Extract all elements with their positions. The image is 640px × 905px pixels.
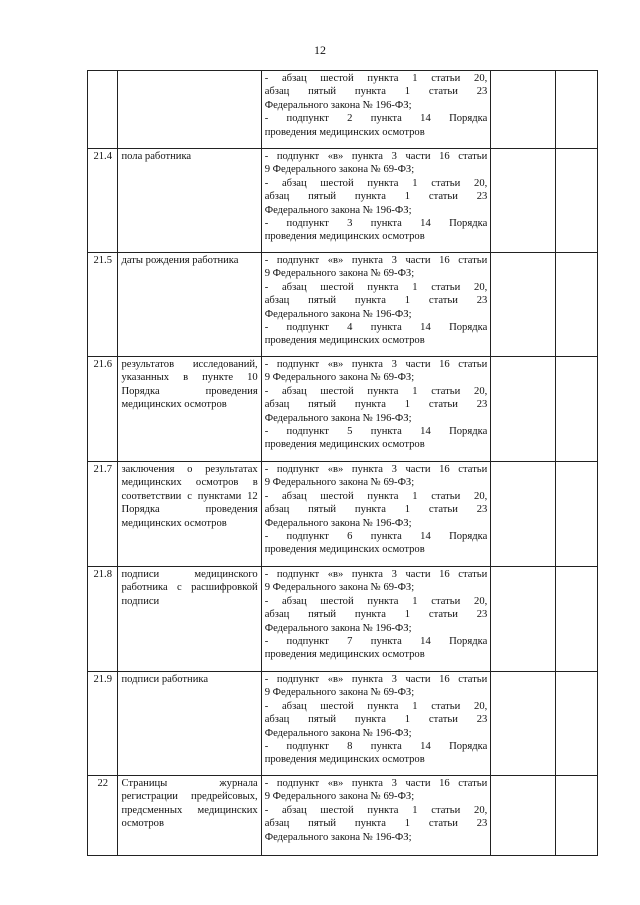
legal-reference-line: проведения медицинских осмотров <box>264 335 425 347</box>
legal-reference-line: - подпункт 2 пункта 14 Порядка <box>264 113 488 125</box>
item-number-cell: 21.5 <box>88 253 118 357</box>
legal-reference-cell <box>261 71 491 149</box>
empty-answer-cell <box>491 149 556 253</box>
legal-reference-line: 9 Федерального закона № 69-ФЗ; <box>264 582 415 594</box>
empty-answer-cell <box>491 357 556 462</box>
legal-reference-line: - подпункт 4 пункта 14 Порядка <box>264 322 488 334</box>
legal-reference-line: Федерального закона № 196-ФЗ; <box>264 308 412 320</box>
legal-reference-line: - абзац шестой пункта 1 статьи 20, <box>264 385 488 397</box>
legal-reference-line: - абзац шестой пункта 1 статьи 20, <box>264 700 488 712</box>
legal-reference-cell <box>261 253 491 357</box>
item-name-cell <box>118 71 261 149</box>
empty-answer-cell <box>491 567 556 672</box>
legal-reference-line: - подпункт 3 пункта 14 Порядка <box>264 218 488 230</box>
legal-reference-line: абзац пятый пункта 1 статьи 23 <box>264 609 488 621</box>
legal-reference-line: Федерального закона № 196-ФЗ; <box>264 831 412 843</box>
legal-reference-line: - подпункт «в» пункта 3 части 16 статьи <box>264 255 488 266</box>
legal-reference-cell <box>261 776 491 856</box>
legal-reference-line: проведения медицинских осмотров <box>264 649 425 661</box>
item-name-cell: заключения о результатах медицинских осмотров в соответствии с пунктами 12 Порядка проведения медицинских осмотров <box>118 462 261 567</box>
legal-reference-line: - абзац шестой пункта 1 статьи 20, <box>264 281 488 293</box>
legal-reference-line: Федерального закона № 196-ФЗ; <box>264 204 412 216</box>
legal-reference-line: 9 Федерального закона № 69-ФЗ; <box>264 477 415 489</box>
table-row <box>88 71 598 149</box>
legal-reference-line: 9 Федерального закона № 69-ФЗ; <box>264 268 415 280</box>
legal-reference-line: абзац пятый пункта 1 статьи 23 <box>264 504 488 516</box>
empty-note-cell <box>556 357 598 462</box>
item-number-cell <box>88 71 118 149</box>
item-number-cell: 21.8 <box>88 567 118 672</box>
legal-reference-line: - абзац шестой пункта 1 статьи 20, <box>264 177 488 189</box>
empty-note-cell <box>556 253 598 357</box>
item-name-cell: подписи работника <box>118 672 261 776</box>
item-name-cell: даты рождения работника <box>118 253 261 357</box>
legal-reference-line: проведения медицинских осмотров <box>264 439 425 451</box>
item-name-cell: подписи медицинского работника с расшифровкой подписи <box>118 567 261 672</box>
legal-reference-line: - подпункт «в» пункта 3 части 16 статьи <box>264 778 488 789</box>
legal-reference-line: абзац пятый пункта 1 статьи 23 <box>264 399 488 411</box>
item-number-cell: 21.7 <box>88 462 118 567</box>
table-row <box>88 776 598 856</box>
empty-note-cell <box>556 462 598 567</box>
legal-reference-line: Федерального закона № 196-ФЗ; <box>264 622 412 634</box>
item-name-cell: Страницы журнала регистрации предрейсовых, предсменных медицинских осмотров <box>118 776 261 856</box>
legal-reference-line: проведения медицинских осмотров <box>264 754 425 766</box>
legal-reference-line: абзац пятый пункта 1 статьи 23 <box>264 191 488 203</box>
legal-reference-line: - подпункт «в» пункта 3 части 16 статьи <box>264 569 488 580</box>
legal-reference-line: - подпункт «в» пункта 3 части 16 статьи <box>264 151 488 162</box>
legal-reference-line: - абзац шестой пункта 1 статьи 20, <box>264 490 488 502</box>
legal-reference-line: - подпункт 7 пункта 14 Порядка <box>264 636 488 648</box>
item-number-cell: 21.6 <box>88 357 118 462</box>
legal-reference-line: Федерального закона № 196-ФЗ; <box>264 727 412 739</box>
legal-reference-line: - подпункт 6 пункта 14 Порядка <box>264 531 488 543</box>
requirements-table <box>87 70 598 856</box>
legal-reference-line: - подпункт «в» пункта 3 части 16 статьи <box>264 464 488 475</box>
empty-note-cell <box>556 567 598 672</box>
legal-reference-cell <box>261 462 491 567</box>
legal-reference-line: абзац пятый пункта 1 статьи 23 <box>264 295 488 307</box>
table-row <box>88 357 598 462</box>
empty-note-cell <box>556 776 598 856</box>
table-row <box>88 149 598 253</box>
legal-reference-line: - подпункт «в» пункта 3 части 16 статьи <box>264 674 488 685</box>
legal-reference-line: - подпункт 5 пункта 14 Порядка <box>264 426 488 438</box>
legal-reference-cell <box>261 149 491 253</box>
legal-reference-line: абзац пятый пункта 1 статьи 23 <box>264 818 488 830</box>
legal-reference-line: абзац пятый пункта 1 статьи 23 <box>264 86 488 98</box>
legal-reference-line: 9 Федерального закона № 69-ФЗ; <box>264 687 415 699</box>
table-row <box>88 567 598 672</box>
empty-answer-cell <box>491 253 556 357</box>
item-name-cell: пола работника <box>118 149 261 253</box>
legal-reference-line: Федерального закона № 196-ФЗ; <box>264 412 412 424</box>
legal-reference-line: 9 Федерального закона № 69-ФЗ; <box>264 791 415 803</box>
item-name-cell: результатов исследований, указанных в пункте 10 Порядка проведения медицинских осмотров <box>118 357 261 462</box>
item-number-cell: 22 <box>88 776 118 856</box>
legal-reference-line: абзац пятый пункта 1 статьи 23 <box>264 714 488 726</box>
legal-reference-cell <box>261 567 491 672</box>
table-row <box>88 253 598 357</box>
legal-reference-line: Федерального закона № 196-ФЗ; <box>264 99 412 111</box>
legal-reference-cell <box>261 357 491 462</box>
legal-reference-line: - подпункт 8 пункта 14 Порядка <box>264 741 488 753</box>
item-number-cell: 21.9 <box>88 672 118 776</box>
legal-reference-line: 9 Федерального закона № 69-ФЗ; <box>264 372 415 384</box>
legal-reference-line: - абзац шестой пункта 1 статьи 20, <box>264 804 488 816</box>
table-row <box>88 462 598 567</box>
empty-note-cell <box>556 672 598 776</box>
empty-answer-cell <box>491 776 556 856</box>
legal-reference-cell <box>261 672 491 776</box>
empty-answer-cell <box>491 71 556 149</box>
page-number: 12 <box>314 43 326 57</box>
empty-note-cell <box>556 149 598 253</box>
legal-reference-line: Федерального закона № 196-ФЗ; <box>264 517 412 529</box>
empty-note-cell <box>556 71 598 149</box>
legal-reference-line: проведения медицинских осмотров <box>264 544 425 556</box>
empty-answer-cell <box>491 462 556 567</box>
table-row <box>88 672 598 776</box>
legal-reference-line: - абзац шестой пункта 1 статьи 20, <box>264 595 488 607</box>
legal-reference-line: - абзац шестой пункта 1 статьи 20, <box>264 73 488 84</box>
legal-reference-line: проведения медицинских осмотров <box>264 126 425 138</box>
legal-reference-line: 9 Федерального закона № 69-ФЗ; <box>264 164 415 176</box>
legal-reference-line: проведения медицинских осмотров <box>264 231 425 243</box>
item-number-cell: 21.4 <box>88 149 118 253</box>
legal-reference-line: - подпункт «в» пункта 3 части 16 статьи <box>264 359 488 370</box>
empty-answer-cell <box>491 672 556 776</box>
